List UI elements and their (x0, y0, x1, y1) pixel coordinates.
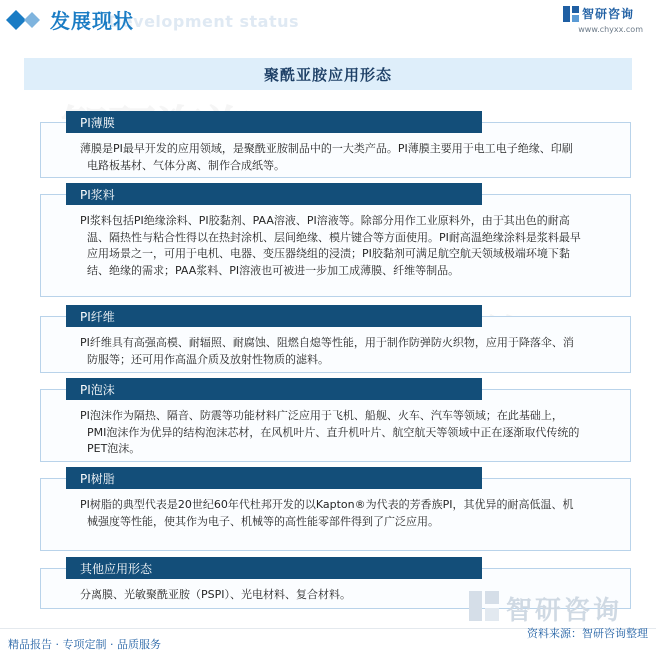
section-pi-resin (40, 467, 631, 551)
section-pi-slurry (40, 183, 631, 297)
footer-brand-name: 智研咨询 (506, 596, 623, 626)
section-tab-label: PI泡沫 (80, 383, 115, 397)
section-tab (66, 305, 482, 327)
footer-source: 资料来源：智研咨询整理 (527, 627, 648, 640)
section-tab (66, 111, 482, 133)
section-tab (66, 467, 482, 489)
section-tab (66, 378, 482, 400)
footer-slogan: 精品报告 · 专项定制 · 品质服务 (8, 638, 161, 651)
section-text: 分离膜、光敏聚酰亚胺（PSPI）、光电材料、复合材料。 (80, 588, 351, 601)
main-title-bar (24, 58, 632, 90)
main-title: 聚酰亚胺应用形态 (263, 66, 392, 84)
section-text: PI纤维具有高强高模、耐辐照、耐腐蚀、阻燃自熄等性能，用于制作防弹防火织物，应用于降落伞、消防服等；还可用作高温介质及放射性物质的滤料。 (80, 336, 574, 366)
section-tab-label: PI纤维 (80, 310, 115, 324)
section-tab (66, 183, 482, 205)
section-pi-film (40, 111, 631, 178)
section-tab-label: 其他应用形态 (80, 562, 153, 576)
brand-logo-icon (563, 6, 579, 22)
footer-logo-icon (469, 591, 499, 621)
section-text: 薄膜是PI最早开发的应用领域，是聚酰亚胺制品中的一大类产品。PI薄膜主要用于电工电子绝缘、印刷电路板基材、气体分离、制作合成纸等。 (80, 142, 573, 172)
header-title: 发展现状 (50, 9, 134, 33)
header-title-en: Development status (108, 12, 300, 31)
page-header (0, 0, 656, 44)
brand-name: 智研咨询 (582, 7, 635, 21)
section-tab-label: PI浆料 (80, 188, 115, 202)
section-tab-label: PI树脂 (80, 472, 115, 486)
diamond-icon (6, 9, 46, 31)
section-pi-foam (40, 378, 631, 462)
section-text: PI浆料包括PI绝缘涂料、PI胶黏剂、PAA溶液、PI溶液等。除部分用作工业原料外，由于其出色的耐高温、隔热性与粘合性得以在热封涂机、层间绝缘、模片键合等方面使用。PI耐高温绝缘涂料是浆料最早应用场景之一，可用于电机、电器、变压器绕组的浸渍；PI胶黏剂可满足航空航天领域极端环境下黏结、绝缘的需求；PAA浆料、PI溶液也可被进一步加工成薄膜、纤维等制品。 (80, 214, 581, 277)
brand-url: www.chyxx.com (578, 25, 643, 34)
section-pi-fiber (40, 305, 631, 373)
section-tab (66, 557, 482, 579)
section-tab-label: PI薄膜 (80, 116, 115, 130)
section-text: PI树脂的典型代表是20世纪60年代杜邦开发的以Kapton®为代表的芳香族PI，其优异的耐高低温、机械强度等性能，使其作为电子、机械等的高性能零部件得到了广泛应用。 (80, 498, 574, 528)
section-text: PI泡沫作为隔热、隔音、防震等功能材料广泛应用于飞机、船舰、火车、汽车等领域；在此基础上，PMI泡沫作为优异的结构泡沫芯材，在风机叶片、直升机叶片、航空航天等领域中正在逐渐取代传统的PET泡沫。 (80, 409, 580, 455)
